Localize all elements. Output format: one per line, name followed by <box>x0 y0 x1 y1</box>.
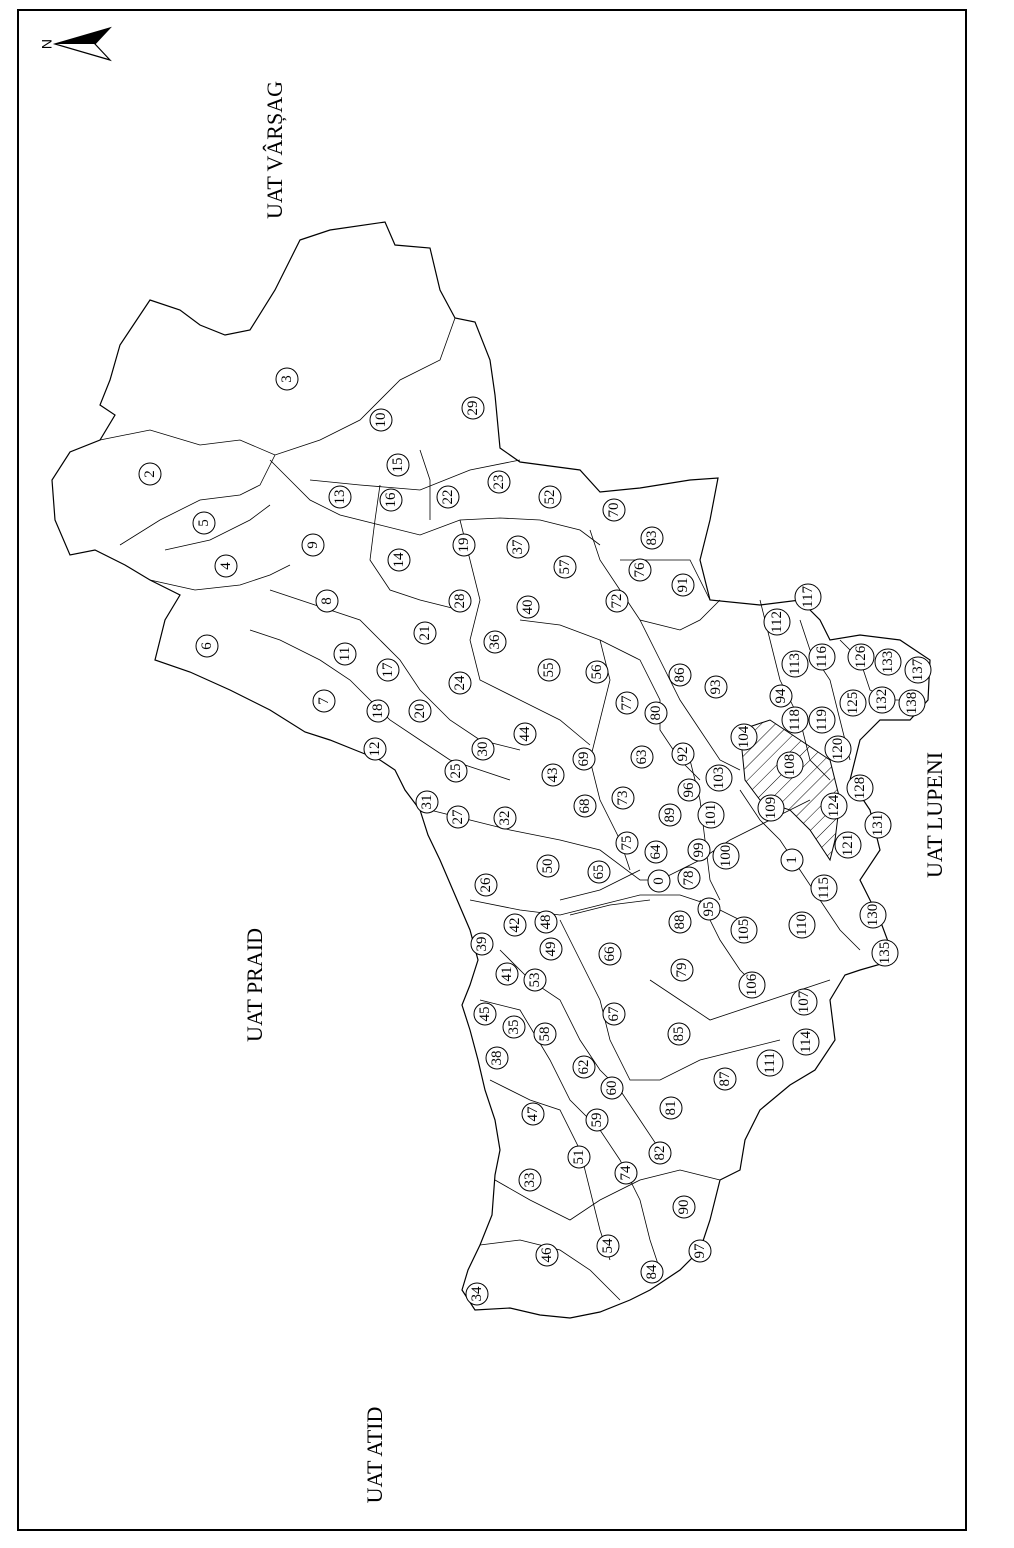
parcel-number: 117 <box>800 586 816 608</box>
parcel-marker-57 <box>554 556 576 578</box>
parcel-marker-108 <box>777 752 803 778</box>
parcel-marker-7 <box>313 690 335 712</box>
parcel-number: 119 <box>814 709 830 731</box>
parcel-marker-92 <box>672 743 694 765</box>
parcel-number: 5 <box>196 519 212 527</box>
parcel-marker-135 <box>872 940 898 966</box>
parcel-marker-70 <box>603 499 625 521</box>
parcel-marker-65 <box>588 861 610 883</box>
parcel-marker-2 <box>139 463 161 485</box>
parcel-marker-83 <box>641 527 663 549</box>
parcel-marker-73 <box>612 787 634 809</box>
parcel-number: 95 <box>701 901 717 917</box>
parcel-number: 124 <box>826 794 842 818</box>
parcel-marker-138 <box>899 690 925 716</box>
parcel-number: 2 <box>142 470 158 478</box>
parcel-number: 7 <box>316 697 332 705</box>
label-uat-lupeni: UAT LUPENI <box>922 751 947 879</box>
parcel-marker-19 <box>453 534 475 556</box>
parcel-marker-32 <box>494 807 516 829</box>
parcel-number: 113 <box>787 653 803 675</box>
parcel-number: 85 <box>671 1026 687 1042</box>
parcel-marker-114 <box>793 1029 819 1055</box>
parcel-number: 116 <box>814 646 830 668</box>
parcel-number: 99 <box>691 842 707 858</box>
parcel-marker-74 <box>615 1162 637 1184</box>
parcel-number: 64 <box>648 844 664 860</box>
parcel-marker-117 <box>795 584 821 610</box>
parcel-number: 0 <box>651 877 667 885</box>
parcel-number: 46 <box>539 1247 555 1263</box>
parcel-marker-1 <box>781 849 803 871</box>
parcel-marker-44 <box>514 723 536 745</box>
parcel-number: 37 <box>510 539 526 555</box>
parcel-number: 77 <box>619 695 635 711</box>
parcel-number: 59 <box>589 1112 605 1128</box>
parcel-marker-45 <box>474 1003 496 1025</box>
parcel-marker-112 <box>764 609 790 635</box>
parcel-marker-42 <box>504 914 526 936</box>
parcel-marker-120 <box>825 736 851 762</box>
parcel-number: 12 <box>367 741 383 757</box>
parcel-marker-0 <box>648 870 670 892</box>
parcel-marker-3 <box>276 368 298 390</box>
parcel-number: 112 <box>769 611 785 633</box>
parcel-number: 28 <box>452 593 468 609</box>
north-label: N <box>38 38 55 50</box>
parcel-number: 87 <box>717 1071 733 1087</box>
parcel-marker-36 <box>484 631 506 653</box>
parcel-marker-16 <box>380 489 402 511</box>
parcel-marker-78 <box>678 867 700 889</box>
parcel-marker-94 <box>770 685 792 707</box>
parcel-marker-121 <box>835 832 861 858</box>
parcel-marker-113 <box>782 651 808 677</box>
parcel-marker-107 <box>791 989 817 1015</box>
parcel-number: 55 <box>541 662 557 678</box>
parcel-marker-91 <box>672 574 694 596</box>
parcel-number: 23 <box>491 474 507 490</box>
parcel-number: 39 <box>474 936 490 952</box>
parcel-marker-43 <box>542 764 564 786</box>
parcel-marker-110 <box>789 912 815 938</box>
parcel-marker-86 <box>669 664 691 686</box>
parcel-number: 70 <box>606 502 622 518</box>
parcel-marker-60 <box>601 1077 623 1099</box>
parcel-number: 93 <box>708 679 724 695</box>
parcel-number: 32 <box>497 810 513 826</box>
parcel-number: 49 <box>543 941 559 957</box>
parcel-marker-89 <box>659 804 681 826</box>
parcel-number: 16 <box>383 492 399 508</box>
parcel-number: 126 <box>853 645 869 669</box>
parcel-marker-51 <box>568 1146 590 1168</box>
parcel-marker-99 <box>688 839 710 861</box>
parcel-marker-40 <box>517 596 539 618</box>
parcel-number: 68 <box>577 798 593 814</box>
parcel-number: 104 <box>736 725 752 749</box>
parcel-marker-49 <box>540 938 562 960</box>
parcel-number: 86 <box>672 667 688 683</box>
parcel-number: 35 <box>506 1019 522 1035</box>
parcel-marker-128 <box>847 775 873 801</box>
parcel-number: 8 <box>319 597 335 605</box>
parcel-number: 132 <box>874 688 890 712</box>
parcel-number: 26 <box>478 877 494 893</box>
parcel-number: 62 <box>576 1059 592 1075</box>
parcel-marker-31 <box>416 791 438 813</box>
parcel-number: 67 <box>606 1006 622 1022</box>
parcel-marker-109 <box>758 795 784 821</box>
parcel-number: 36 <box>487 634 503 650</box>
parcel-number: 131 <box>870 813 886 837</box>
parcel-number: 135 <box>877 941 893 965</box>
parcel-marker-8 <box>316 590 338 612</box>
parcel-number: 92 <box>675 746 691 762</box>
parcel-number: 120 <box>830 737 846 761</box>
parcel-number: 50 <box>540 858 556 874</box>
parcel-marker-106 <box>739 972 765 998</box>
parcel-number: 78 <box>681 870 697 886</box>
parcel-marker-46 <box>536 1244 558 1266</box>
parcel-marker-25 <box>445 760 467 782</box>
parcel-marker-111 <box>757 1050 783 1076</box>
parcel-marker-72 <box>606 590 628 612</box>
parcel-number: 15 <box>390 457 406 473</box>
parcel-number: 121 <box>840 833 856 857</box>
parcel-number: 101 <box>703 803 719 827</box>
parcel-marker-52 <box>539 486 561 508</box>
parcel-number: 48 <box>538 914 554 930</box>
parcel-marker-130 <box>860 902 886 928</box>
parcel-marker-103 <box>706 765 732 791</box>
parcel-number: 9 <box>305 541 321 549</box>
parcel-number: 106 <box>744 973 760 997</box>
parcel-number: 43 <box>545 767 561 783</box>
parcel-number: 109 <box>763 796 779 820</box>
parcel-number: 25 <box>448 763 464 779</box>
parcel-number: 13 <box>332 489 348 505</box>
parcel-number: 128 <box>852 776 868 800</box>
parcel-marker-12 <box>364 738 386 760</box>
label-uat-atid: UAT ATID <box>362 1406 387 1504</box>
parcel-marker-15 <box>387 454 409 476</box>
parcel-marker-75 <box>616 832 638 854</box>
parcel-number: 89 <box>662 807 678 823</box>
parcel-marker-101 <box>698 802 724 828</box>
parcel-number: 80 <box>648 705 664 721</box>
parcel-marker-37 <box>507 536 529 558</box>
parcel-marker-63 <box>631 746 653 768</box>
parcel-number: 3 <box>279 375 295 383</box>
parcel-marker-125 <box>840 690 866 716</box>
parcel-marker-58 <box>534 1023 556 1045</box>
parcel-number: 45 <box>477 1006 493 1022</box>
parcel-number: 118 <box>787 709 803 731</box>
parcel-number: 125 <box>845 691 861 715</box>
parcel-number: 84 <box>644 1264 660 1280</box>
parcel-number: 53 <box>527 972 543 988</box>
parcel-marker-54 <box>597 1235 619 1257</box>
parcel-number: 111 <box>762 1052 778 1074</box>
parcel-number: 54 <box>600 1238 616 1254</box>
parcel-marker-90 <box>673 1196 695 1218</box>
parcel-marker-126 <box>848 644 874 670</box>
parcel-number: 63 <box>634 749 650 765</box>
parcel-marker-47 <box>522 1103 544 1125</box>
parcel-number: 107 <box>796 990 812 1014</box>
parcel-number: 51 <box>571 1149 587 1165</box>
parcel-marker-97 <box>689 1240 711 1262</box>
parcel-number: 103 <box>711 766 727 790</box>
parcel-number: 14 <box>391 552 407 568</box>
parcel-number: 42 <box>507 917 523 933</box>
parcel-marker-59 <box>586 1109 608 1131</box>
parcel-number: 114 <box>798 1031 814 1053</box>
parcel-marker-33 <box>519 1169 541 1191</box>
parcel-number: 100 <box>718 844 734 868</box>
parcel-number: 10 <box>373 412 389 428</box>
parcel-marker-104 <box>731 724 757 750</box>
parcel-number: 97 <box>692 1243 708 1259</box>
parcel-number: 75 <box>619 835 635 851</box>
parcel-number: 4 <box>218 562 234 570</box>
parcel-number: 34 <box>469 1286 485 1302</box>
parcel-number: 44 <box>517 726 533 742</box>
parcel-marker-4 <box>215 555 237 577</box>
parcel-marker-80 <box>645 702 667 724</box>
parcel-number: 1 <box>784 856 800 864</box>
parcel-marker-17 <box>377 659 399 681</box>
parcel-number: 33 <box>522 1172 538 1188</box>
parcel-number: 22 <box>440 489 456 505</box>
parcel-marker-66 <box>599 943 621 965</box>
parcel-number: 81 <box>663 1100 679 1116</box>
parcel-number: 38 <box>489 1050 505 1066</box>
parcel-number: 27 <box>450 809 466 825</box>
parcel-number: 21 <box>417 625 433 641</box>
parcel-marker-68 <box>574 795 596 817</box>
parcel-marker-53 <box>524 969 546 991</box>
parcel-number: 130 <box>865 903 881 927</box>
parcel-number: 94 <box>773 688 789 704</box>
parcel-marker-10 <box>370 409 392 431</box>
parcel-marker-18 <box>367 700 389 722</box>
parcel-marker-79 <box>671 959 693 981</box>
parcel-number: 30 <box>475 741 491 757</box>
parcel-marker-85 <box>668 1023 690 1045</box>
parcel-number: 11 <box>337 646 353 662</box>
parcel-marker-22 <box>437 486 459 508</box>
parcel-number: 60 <box>604 1080 620 1096</box>
parcel-marker-29 <box>462 397 484 419</box>
parcel-number: 29 <box>465 400 481 416</box>
parcel-marker-115 <box>811 875 837 901</box>
parcel-marker-27 <box>447 806 469 828</box>
parcel-number: 47 <box>525 1106 541 1122</box>
parcel-number: 137 <box>910 658 926 682</box>
label-uat-varsag: UAT VÂRȘAG <box>262 81 287 219</box>
parcel-marker-56 <box>586 661 608 683</box>
parcel-marker-50 <box>537 855 559 877</box>
parcel-number: 18 <box>370 703 386 719</box>
parcel-number: 96 <box>681 782 697 798</box>
parcel-marker-28 <box>449 590 471 612</box>
parcel-marker-11 <box>334 643 356 665</box>
parcel-number: 65 <box>591 864 607 880</box>
parcel-marker-5 <box>193 512 215 534</box>
parcel-number: 115 <box>816 877 832 899</box>
parcel-marker-6 <box>196 635 218 657</box>
parcel-marker-23 <box>488 471 510 493</box>
parcel-number: 133 <box>880 650 896 674</box>
parcel-marker-48 <box>535 911 557 933</box>
parcel-marker-20 <box>409 700 431 722</box>
parcel-marker-14 <box>388 549 410 571</box>
parcel-number: 73 <box>615 790 631 806</box>
parcel-marker-132 <box>869 687 895 713</box>
parcel-number: 82 <box>652 1145 668 1161</box>
parcel-marker-93 <box>705 676 727 698</box>
parcel-number: 17 <box>380 662 396 678</box>
parcel-number: 56 <box>589 664 605 680</box>
parcel-number: 24 <box>452 675 468 691</box>
parcel-number: 66 <box>602 946 618 962</box>
parcel-number: 108 <box>782 753 798 777</box>
parcel-number: 83 <box>644 530 660 546</box>
parcel-number: 58 <box>537 1026 553 1042</box>
parcel-marker-81 <box>660 1097 682 1119</box>
parcel-marker-55 <box>538 659 560 681</box>
parcel-marker-118 <box>782 707 808 733</box>
parcel-marker-69 <box>573 748 595 770</box>
parcel-number: 52 <box>542 489 558 505</box>
parcel-number: 20 <box>412 703 428 719</box>
parcel-number: 76 <box>632 562 648 578</box>
parcel-marker-39 <box>471 933 493 955</box>
parcel-number: 79 <box>674 962 690 978</box>
parcel-marker-116 <box>809 644 835 670</box>
parcel-markers <box>139 368 931 1305</box>
parcel-number: 69 <box>576 751 592 767</box>
parcel-marker-41 <box>496 963 518 985</box>
parcel-marker-34 <box>466 1283 488 1305</box>
parcel-marker-9 <box>302 534 324 556</box>
parcel-marker-30 <box>472 738 494 760</box>
parcel-marker-21 <box>414 622 436 644</box>
parcel-number: 90 <box>676 1199 692 1215</box>
parcel-marker-96 <box>678 779 700 801</box>
parcel-marker-76 <box>629 559 651 581</box>
parcel-number: 6 <box>199 642 215 650</box>
parcel-marker-119 <box>809 707 835 733</box>
parcel-marker-26 <box>475 874 497 896</box>
parcel-marker-84 <box>641 1261 663 1283</box>
parcel-number: 31 <box>419 794 435 810</box>
parcel-number: 138 <box>904 691 920 715</box>
parcel-number: 74 <box>618 1165 634 1181</box>
parcel-marker-24 <box>449 672 471 694</box>
parcel-marker-35 <box>503 1016 525 1038</box>
parcel-number: 105 <box>736 918 752 942</box>
parcel-marker-105 <box>731 917 757 943</box>
parcel-number: 72 <box>609 593 625 609</box>
parcel-marker-131 <box>865 812 891 838</box>
north-arrow-icon <box>39 28 110 60</box>
parcel-number: 41 <box>499 966 515 982</box>
parcel-marker-38 <box>486 1047 508 1069</box>
parcel-marker-100 <box>713 843 739 869</box>
parcel-number: 88 <box>672 914 688 930</box>
parcel-marker-64 <box>645 841 667 863</box>
parcel-marker-67 <box>603 1003 625 1025</box>
parcel-number: 19 <box>456 537 472 553</box>
parcel-marker-77 <box>616 692 638 714</box>
parcel-number: 91 <box>675 577 691 593</box>
parcel-marker-62 <box>573 1056 595 1078</box>
parcel-number: 57 <box>557 559 573 575</box>
parcel-marker-13 <box>329 486 351 508</box>
parcel-marker-95 <box>698 898 720 920</box>
label-uat-praid: UAT PRAID <box>242 928 267 1042</box>
parcel-number: 40 <box>520 599 536 615</box>
parcel-marker-82 <box>649 1142 671 1164</box>
parcel-marker-137 <box>905 657 931 683</box>
parcel-marker-133 <box>875 649 901 675</box>
parcel-marker-87 <box>714 1068 736 1090</box>
parcel-marker-88 <box>669 911 691 933</box>
parcel-number: 110 <box>794 914 810 936</box>
parcel-marker-124 <box>821 793 847 819</box>
